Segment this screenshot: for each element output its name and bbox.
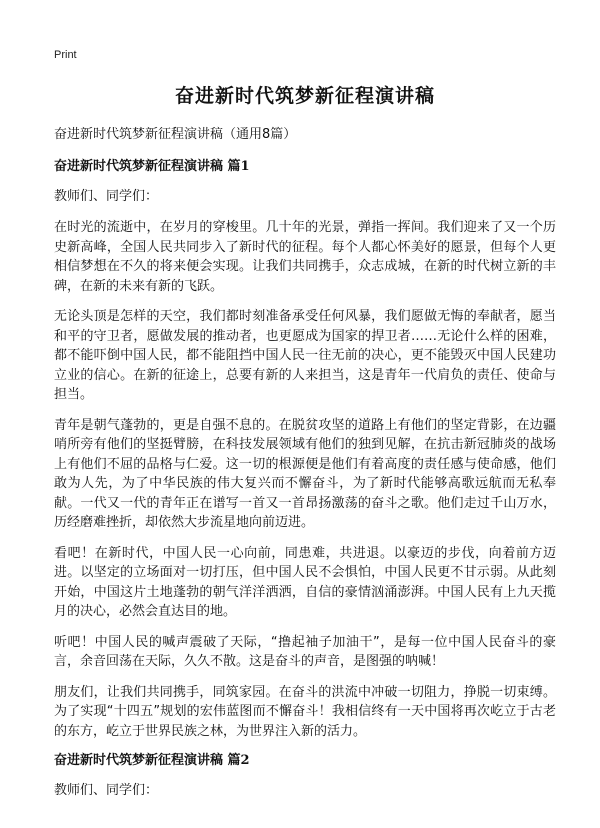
paragraph: 朋友们，让我们共同携手，同筑家园。在奋斗的洪流中冲破一切阻力，挣脱一切束缚。为了实现“十四五”规划的宏伟蓝图而不懈奋斗！我相信终有一天中国将再次屹立于古老的东方，屹立于世界民族之林，为世界注入新的活力。 <box>54 684 556 739</box>
section-heading-2: 奋进新时代筑梦新征程演讲稿 篇2 <box>54 753 250 768</box>
greeting-2: 教师们、同学们： <box>54 783 159 798</box>
paragraph: 无论头顶是怎样的天空，我们都时刻准备承受任何风暴，我们愿做无悔的奉献者，愿当和平的守卫者，愿做发展的推动者，也更愿成为国家的捍卫者……无论什么样的困难，都不能吓倒中国人民，都不能阻挡中国人民一往无前的决心，更不能毁灭中国人民建功立业的信心。在新的征途上，总要有新的人来担当，这是青年一代肩负的责任、使命与担当。 <box>54 309 556 402</box>
paragraph: 看吧！在新时代，中国人民一心向前，同患难，共进退。以豪迈的步伐，向着前方迈进。以坚定的立场面对一切打压，但中国人民不会惧怕，中国人民更不甘示弱。从此刻开始，中国这片土地蓬勃的朝气洋洋洒洒，自信的豪情汹涌澎湃。中国人民有上九天揽月的决心，必然会直达目的地。 <box>54 545 556 619</box>
paragraph: 青年是朝气蓬勃的，更是自强不息的。在脱贫攻坚的道路上有他们的坚定背影，在边疆哨所旁有他们的坚挺臂膀，在科技发展领域有他们的独到见解，在抗击新冠肺炎的战场上有他们不屈的品格与仁爱。这一切的根源便是他们有着高度的责任感与使命感，他们敢为人先，为了中华民族的伟大复兴而不懈奋斗，为了新时代能够高歌远航而无私奉献。一代又一代的青年正在谱写一首又一首昂扬激荡的奋斗之歌。他们走过千山万水，历经磨难挫折，却依然大步流星地向前迈进。 <box>54 417 556 530</box>
paragraph: 听吧！中国人民的喊声震破了天际，“撸起袖子加油干”，是每一位中国人民奋斗的豪言，余音回荡在天际，久久不散。这是奋斗的声音，是图强的呐喊！ <box>54 634 556 669</box>
greeting-1: 教师们、同学们： <box>54 189 159 204</box>
section-heading-1: 奋进新时代筑梦新征程演讲稿 篇1 <box>54 159 250 174</box>
document-title: 奋进新时代筑梦新征程演讲稿 <box>174 85 435 107</box>
print-label[interactable]: Print <box>54 49 77 61</box>
paragraph: 在时光的流逝中，在岁月的穿梭里。几十年的光景，弹指一挥间。我们迎来了又一个历史新高峰，全国人民共同步入了新时代的征程。每个人都心怀美好的愿景，但每个人更相信梦想在不久的将来便会实现。让我们共同携手，众志成城，在新的时代树立新的丰碑，在新的未来有新的飞跃。 <box>54 220 556 294</box>
document-subtitle: 奋进新时代筑梦新征程演讲稿（通用8篇） <box>54 127 297 142</box>
